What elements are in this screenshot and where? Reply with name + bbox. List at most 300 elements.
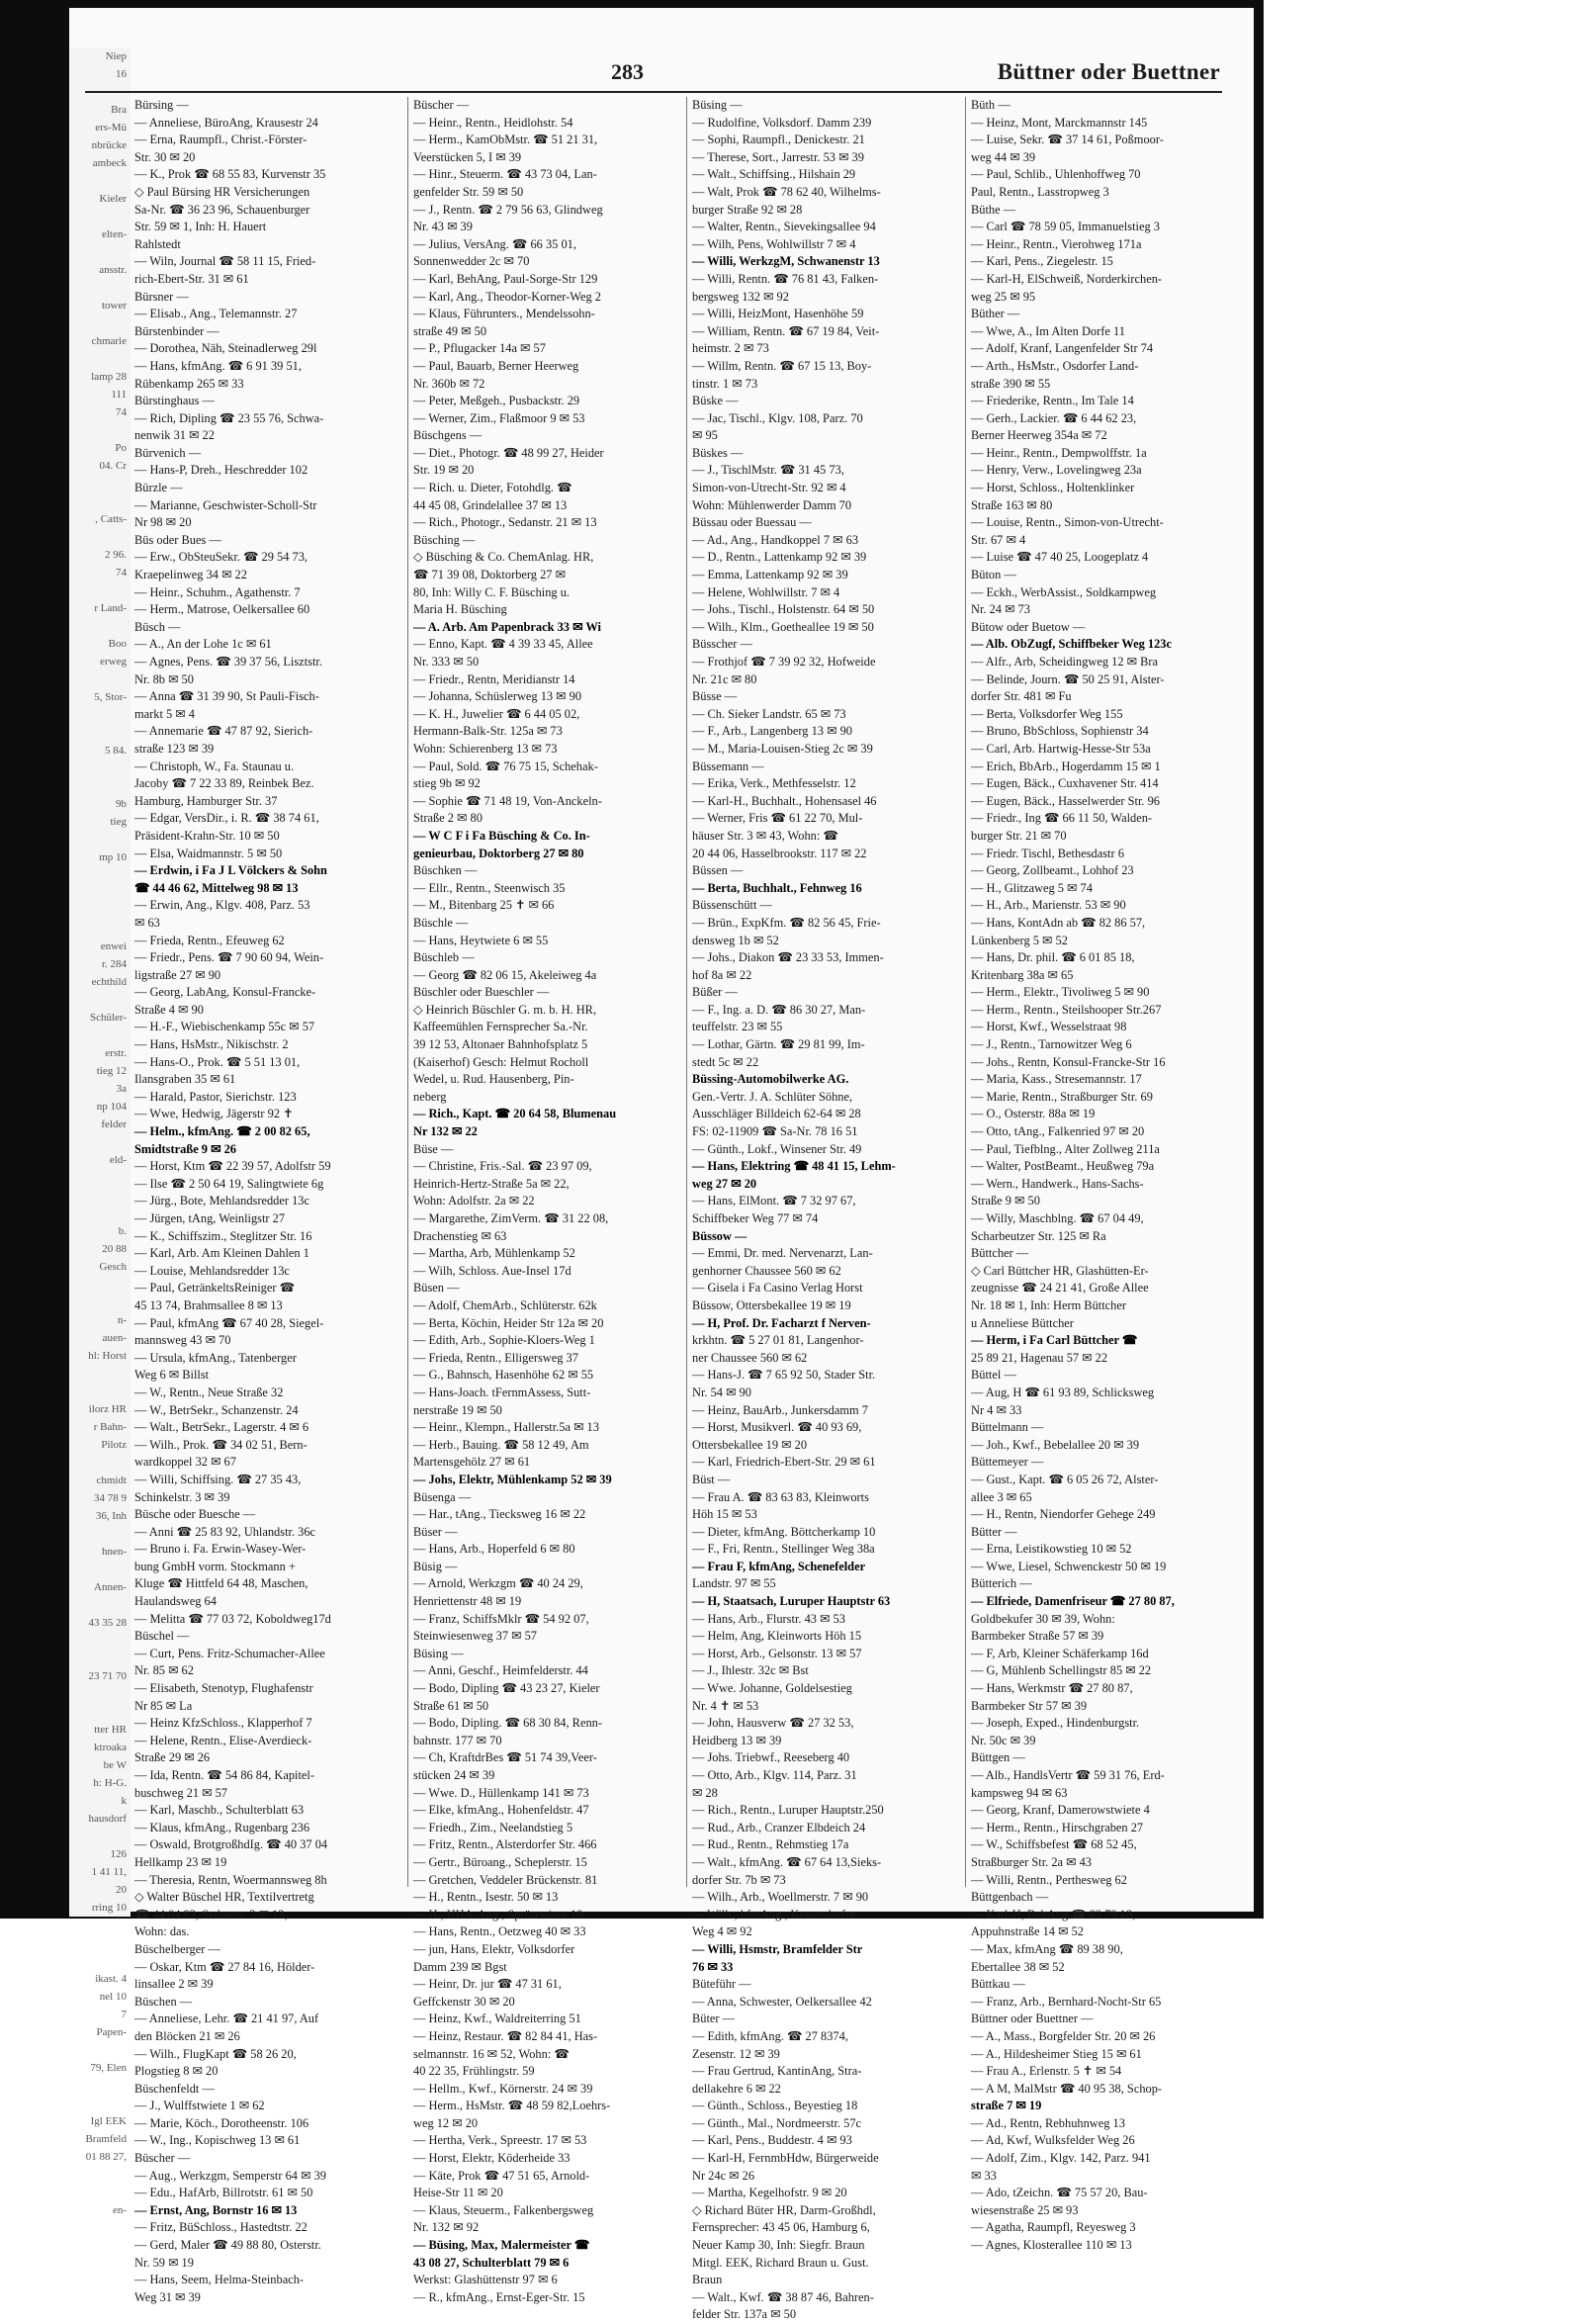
directory-entry: — Herb., Bauing. ☎ 58 12 49, Am xyxy=(413,1437,589,1452)
directory-entry: — H., Rentn., Isestr. 50 ✉ 13 xyxy=(413,1890,559,1905)
facing-line: felder xyxy=(101,1118,127,1130)
directory-entry: Büth — xyxy=(971,98,1011,112)
directory-entry: Martensgehölz 27 ✉ 61 xyxy=(413,1455,531,1470)
directory-entry: — Frau Gertrud, KantinAng, Stra- xyxy=(692,2064,862,2079)
facing-line xyxy=(69,1454,131,1472)
directory-entry: Büschgens — xyxy=(413,428,483,443)
directory-entry: Nr. 50c ✉ 39 xyxy=(971,1733,1036,1747)
directory-entry: Gen.-Vertr. J. A. Schlüter Söhne, xyxy=(692,1089,853,1104)
directory-entry: straße 390 ✉ 55 xyxy=(971,376,1051,391)
directory-entry: — Henry, Verw., Lovelingweg 23a xyxy=(971,463,1142,478)
directory-entry: dorfer Str. 7b ✉ 73 xyxy=(692,1872,786,1887)
facing-line xyxy=(69,1685,131,1703)
directory-entry: straße 49 ✉ 50 xyxy=(413,323,487,338)
directory-entry: — Elisabeth, Stenotyp, Flughafenstr xyxy=(134,1681,313,1696)
facing-line: be W xyxy=(103,1759,127,1771)
directory-entry: — H, Prof. Dr. Facharzt f Nerven- xyxy=(692,1315,871,1330)
directory-entry: — Günth., Schloss., Beyestieg 18 xyxy=(692,2099,858,2113)
directory-entry: Steinwiesenweg 37 ✉ 57 xyxy=(413,1629,537,1644)
directory-page xyxy=(69,8,1254,2322)
facing-line: Papen- xyxy=(96,2026,127,2038)
facing-line xyxy=(69,1187,131,1205)
directory-entry: häuser Str. 3 ✉ 43, Wohn: ☎ xyxy=(692,828,838,843)
directory-entry: — Hans, Heytwiete 6 ✉ 55 xyxy=(413,933,549,947)
directory-entry: Büttgen — xyxy=(971,1750,1025,1765)
directory-entry: Büschler oder Bueschler — xyxy=(413,985,550,1000)
directory-entry: — H., HHA-Ang., Sprützwiese 10 xyxy=(413,1907,583,1922)
directory-entry: — Annemarie ☎ 47 87 92, Sierich- xyxy=(134,724,313,739)
directory-entry: — Willi, Rentn., Perthesweg 62 xyxy=(971,1872,1127,1887)
directory-entry: Straße 163 ✉ 80 xyxy=(971,497,1053,512)
directory-entry: — Edith, Arb., Sophie-Kloers-Weg 1 xyxy=(413,1333,595,1348)
facing-page-sliver xyxy=(69,47,131,2216)
facing-line: hausdorf xyxy=(88,1813,127,1825)
directory-entry: mannsweg 43 ✉ 70 xyxy=(134,1333,231,1348)
directory-entry: felder Str. 137a ✉ 50 xyxy=(692,2307,797,2322)
directory-entry: — Wilh., FlugKapt ☎ 58 26 20, xyxy=(134,2046,297,2061)
directory-entry: — Heinr., Rentn., Dempwolffstr. 1a xyxy=(971,445,1147,460)
directory-entry: — Wern., Handwerk., Hans-Sachs- xyxy=(971,1176,1144,1191)
directory-entry: — Julius, VersAng. ☎ 66 35 01, xyxy=(413,236,576,251)
directory-entry: — Friedr., Rentn, Meridianstr 14 xyxy=(413,671,575,686)
directory-entry: Büssow, Ottersbekallee 19 ✉ 19 xyxy=(692,1297,851,1312)
directory-entry: — Paul, GetränkeltsReiniger ☎ xyxy=(134,1281,296,1296)
directory-entry: — Martha, Arb, Mühlenkamp 52 xyxy=(413,1246,575,1261)
directory-entry: burger Straße 92 ✉ 28 xyxy=(692,202,803,217)
directory-entry: — Wilh, Pens, Wohlwillstr 7 ✉ 4 xyxy=(692,236,856,251)
facing-line: 74 xyxy=(116,567,127,579)
directory-entry: Neuer Kamp 30, Inh: Siegfr. Braun xyxy=(692,2238,865,2253)
directory-entry: Nr. 21c ✉ 80 xyxy=(692,671,757,686)
facing-line xyxy=(69,314,131,332)
directory-entry: — F., Fri, Rentn., Stellinger Weg 38a xyxy=(692,1542,875,1557)
directory-entry: — Friedr., Pens. ☎ 7 90 60 94, Wein- xyxy=(134,950,324,965)
directory-entry: — Horst, Musikverl. ☎ 40 93 69, xyxy=(692,1420,862,1435)
directory-entry: Maria H. Büsching xyxy=(413,602,507,617)
directory-entry: Wohn: Schierenberg 13 ✉ 73 xyxy=(413,741,558,756)
directory-entry: — Anna, Schwester, Oelkersallee 42 xyxy=(692,1994,872,2009)
directory-entry: — Herm., Rentn., Steilshooper Str.267 xyxy=(971,1002,1162,1017)
facing-line xyxy=(69,172,131,190)
directory-entry: wardkoppel 32 ✉ 67 xyxy=(134,1455,236,1470)
directory-entry: — Christoph, W., Fa. Staunau u. xyxy=(134,759,295,773)
directory-entry: — Klaus, Führunters., Mendelssohn- xyxy=(413,307,595,321)
directory-entry: Str. 59 ✉ 1, Inh: H. Hauert xyxy=(134,220,267,234)
directory-entry: — Walt., kfmAng. ☎ 67 64 13,Sieks- xyxy=(692,1854,882,1869)
directory-entry: Drachenstieg ✉ 63 xyxy=(413,1228,507,1243)
directory-entry: (Kaiserhof) Gesch: Helmut Rocholl xyxy=(413,1054,589,1069)
directory-entry: Höh 15 ✉ 53 xyxy=(692,1507,757,1522)
directory-entry: Str. 67 ✉ 4 xyxy=(971,532,1026,547)
directory-entry: — Hans, HsMstr., Nikischstr. 2 xyxy=(134,1037,289,1052)
directory-entry: Weg 31 ✉ 39 xyxy=(134,2289,201,2304)
facing-line: echthild xyxy=(91,976,127,988)
directory-entry: — W., BetrSekr., Schanzenstr. 24 xyxy=(134,1402,299,1417)
facing-line: tower xyxy=(101,300,127,312)
directory-entry: — Walt., BetrSekr., Lagerstr. 4 ✉ 6 xyxy=(134,1420,309,1435)
directory-entry: — Arnold, Werkzgm ☎ 40 24 29, xyxy=(413,1576,583,1591)
directory-entry: — Hans, Werkmstr ☎ 27 80 87, xyxy=(971,1681,1133,1696)
directory-entry: Büssenschütt — xyxy=(692,898,772,913)
directory-entry: — Hans, ElMont. ☎ 7 32 97 67, xyxy=(692,1194,856,1208)
facing-line xyxy=(69,884,131,902)
directory-entry: — Hans-J. ☎ 7 65 92 50, Stader Str. xyxy=(692,1368,876,1383)
facing-line: 20 88 xyxy=(102,1243,127,1255)
facing-line xyxy=(69,1650,131,1667)
directory-entry: — Otto, tAng., Falkenried 97 ✉ 20 xyxy=(971,1124,1145,1139)
directory-entry: — Paul, kfmAng ☎ 67 40 28, Siegel- xyxy=(134,1315,324,1330)
directory-entry: Geffckenstr 30 ✉ 20 xyxy=(413,1994,515,2009)
directory-entry: Weg 6 ✉ Billst xyxy=(134,1368,210,1383)
directory-entry: — H., Glitzaweg 5 ✉ 74 xyxy=(971,880,1093,895)
directory-entry: — Horst, Schloss., Holtenklinker xyxy=(971,481,1135,495)
directory-entry: den Blöcken 21 ✉ 26 xyxy=(134,2028,240,2043)
directory-entry: — Horst, Arb., Gelsonstr. 13 ✉ 57 xyxy=(692,1646,862,1660)
directory-entry: — Ado, tZeichn. ☎ 75 57 20, Bau- xyxy=(971,2186,1148,2200)
directory-entry: Mitgl. EEK, Richard Braun u. Gust. xyxy=(692,2255,869,2270)
directory-entry: 25 89 21, Hagenau 57 ✉ 22 xyxy=(971,1350,1108,1365)
directory-entry: — H.-F., Wiebischenkamp 55c ✉ 57 xyxy=(134,1020,315,1034)
directory-entry: 80, Inh: Willy C. F. Büsching u. xyxy=(413,584,570,599)
facing-line xyxy=(69,581,131,599)
facing-line: h: H-G. xyxy=(93,1777,127,1789)
facing-line: Niep xyxy=(105,50,127,62)
directory-entry: — Gerh., Lackier. ☎ 6 44 62 23, xyxy=(971,410,1137,425)
directory-entry: — Berta, Volksdorfer Weg 155 xyxy=(971,706,1123,721)
directory-entry: — Willy, Maschblng. ☎ 67 04 49, xyxy=(971,1211,1144,1225)
directory-entry: neberg xyxy=(413,1089,447,1104)
directory-entry: Haulandsweg 64 xyxy=(134,1594,217,1609)
directory-entry: — Wiln, Journal ☎ 58 11 15, Fried- xyxy=(134,254,316,269)
directory-entry: Nr 132 ✉ 22 xyxy=(413,1124,478,1139)
directory-entry: Ottersbekallee 19 ✉ 20 xyxy=(692,1437,808,1452)
directory-entry: Büsching — xyxy=(413,532,476,547)
directory-entry: u Anneliese Büttcher xyxy=(971,1315,1074,1330)
directory-entry: — Ad., Ang., Handkoppel 7 ✉ 63 xyxy=(692,532,859,547)
directory-entry: — A., Mass., Borgfelder Str. 20 ✉ 26 xyxy=(971,2028,1156,2043)
facing-line: 01 88 27, xyxy=(85,2151,127,2163)
facing-line: 74 xyxy=(116,406,127,418)
directory-entry: Büttner oder Buettner — xyxy=(971,2011,1094,2026)
directory-entry: — Hans, Seem, Helma-Steinbach- xyxy=(134,2273,305,2287)
facing-line: np 104 xyxy=(96,1101,127,1113)
directory-entry: — Heinz, Mont, Marckmannstr 145 xyxy=(971,115,1148,130)
facing-line xyxy=(69,421,131,439)
directory-entry: Büske — xyxy=(692,394,739,408)
directory-entry: — Karl, Arb. Am Kleinen Dahlen 1 xyxy=(134,1246,309,1261)
directory-entry: — Aug., Werkzgm, Semperstr 64 ✉ 39 xyxy=(134,2168,326,2183)
directory-entry: 76 ✉ 33 xyxy=(692,1959,734,1974)
directory-entry: Nr. 85 ✉ 62 xyxy=(134,1663,194,1678)
directory-entry: teuffelstr. 23 ✉ 55 xyxy=(692,1020,783,1034)
directory-entry: — Emma, Lattenkamp 92 ✉ 39 xyxy=(692,568,848,582)
directory-entry: — Wwe, Hedwig, Jägerstr 92 ✝ xyxy=(134,1107,294,1121)
directory-entry: Bürstinghaus — xyxy=(134,394,215,408)
directory-entry: — Karl, Pens., Ziegelestr. 15 xyxy=(971,254,1113,269)
directory-entry: Ilansgraben 35 ✉ 61 xyxy=(134,1072,236,1087)
directory-entry: 40 22 35, Frühlingstr. 59 xyxy=(413,2064,535,2079)
directory-entry: Hellkamp 23 ✉ 19 xyxy=(134,1854,227,1869)
directory-entry: — Frau F, kfmAng, Schenefelder xyxy=(692,1559,866,1573)
facing-line xyxy=(69,279,131,297)
directory-entry: — Sophi, Raumpfl., Denickestr. 21 xyxy=(692,133,865,147)
directory-entry: — Werner, Fris ☎ 61 22 70, Mul- xyxy=(692,811,863,826)
column-2 xyxy=(413,97,682,2304)
facing-line: erstr. xyxy=(105,1047,127,1059)
directory-entry: — J., Rentn., Tarnowitzer Weg 6 xyxy=(971,1037,1132,1052)
directory-entry: Büsche oder Buesche — xyxy=(134,1507,256,1522)
facing-line xyxy=(69,1294,131,1311)
facing-line xyxy=(69,2041,131,2059)
directory-entry: — Theresia, Rentn, Woermannsweg 8h xyxy=(134,1872,327,1887)
directory-entry: — Wwe, A., Im Alten Dorfe 11 xyxy=(971,323,1125,338)
directory-entry: Straße 4 ✉ 90 xyxy=(134,1002,204,1017)
directory-entry: Hamburg, Hamburger Str. 37 xyxy=(134,793,278,808)
directory-entry: Kraepelinweg 34 ✉ 22 xyxy=(134,568,247,582)
directory-entry: Nr. 360b ✉ 72 xyxy=(413,376,485,391)
facing-line: 79, Elen xyxy=(90,2062,127,2074)
directory-entry: Werkst: Glashüttenstr 97 ✉ 6 xyxy=(413,2273,558,2287)
directory-entry: — A., Hildesheimer Stieg 15 ✉ 61 xyxy=(971,2046,1142,2061)
directory-entry: — J., TischlMstr. ☎ 31 45 73, xyxy=(692,463,844,478)
directory-entry: — Georg ☎ 82 06 15, Akeleiweg 4a xyxy=(413,967,597,982)
directory-entry: — Edu., HafArb, Billrotstr. 61 ✉ 50 xyxy=(134,2186,313,2200)
directory-entry: genhorner Chaussee 560 ✉ 62 xyxy=(692,1263,841,1278)
directory-entry: Nr 85 ✉ La xyxy=(134,1698,193,1713)
directory-entry: Büssow — xyxy=(692,1228,747,1243)
directory-entry: Büssing-Automobilwerke AG. xyxy=(692,1072,849,1087)
directory-entry: ◇ Carl Büttcher HR, Glashütten-Er- xyxy=(971,1263,1149,1278)
facing-line xyxy=(69,991,131,1009)
directory-entry: — Hertha, Verk., Spreestr. 17 ✉ 53 xyxy=(413,2133,587,2148)
directory-entry: — Anna ☎ 31 39 90, St Pauli-Fisch- xyxy=(134,689,319,704)
facing-line: 20 xyxy=(116,1884,127,1896)
directory-entry: — H., Arb., Marienstr. 53 ✉ 90 xyxy=(971,898,1126,913)
directory-entry: Wedel, u. Rud. Hausenberg, Pin- xyxy=(413,1072,574,1087)
facing-line: nel 10 xyxy=(99,1991,127,2003)
directory-entry: — Eugen, Bäck., Cuxhavener Str. 414 xyxy=(971,776,1159,791)
directory-entry: Büschelberger — xyxy=(134,1941,220,1956)
directory-entry: — Helm, Ang, Kleinworts Höh 15 xyxy=(692,1629,862,1644)
facing-line xyxy=(69,617,131,635)
facing-line: 16 xyxy=(116,68,127,80)
directory-entry: — Adolf, ChemArb., Schlüterstr. 62k xyxy=(413,1297,597,1312)
facing-line xyxy=(69,528,131,546)
directory-entry: Bütterich — xyxy=(971,1576,1032,1591)
facing-line: elten- xyxy=(101,228,127,240)
directory-entry: — Karl, Ang., Theodor-Korner-Weg 2 xyxy=(413,289,601,304)
directory-entry: — K., Schiffszim., Steglitzer Str. 16 xyxy=(134,1228,312,1243)
directory-entry: — Büsing, Max, Malermeister ☎ xyxy=(413,2238,590,2253)
directory-entry: Kluge ☎ Hittfeld 64 48, Maschen, xyxy=(134,1576,308,1591)
directory-entry: Smidtstraße 9 ✉ 26 xyxy=(134,1141,236,1156)
directory-entry: — Louise, Rentn., Simon-von-Utrecht- xyxy=(971,515,1164,530)
facing-line xyxy=(69,1561,131,1578)
facing-line xyxy=(69,1027,131,1044)
column-1 xyxy=(134,97,403,2304)
directory-entry: Schinkelstr. 3 ✉ 39 xyxy=(134,1489,230,1504)
directory-entry: — Georg, LabAng, Konsul-Francke- xyxy=(134,985,316,1000)
directory-entry: — Heinr, Dr. jur ☎ 47 31 61, xyxy=(413,1977,562,1992)
directory-entry: — Hellm., Kwf., Körnerstr. 24 ✉ 39 xyxy=(413,2081,593,2096)
directory-entry: bergsweg 132 ✉ 92 xyxy=(692,289,789,304)
directory-entry: Nr. 24 ✉ 73 xyxy=(971,602,1030,617)
directory-entry: zeugnisse ☎ 24 21 41, Große Allee xyxy=(971,1281,1149,1296)
directory-entry: — Johs. Triebwf., Reeseberg 40 xyxy=(692,1750,850,1765)
directory-entry: — Carl ☎ 78 59 05, Immanuelstieg 3 xyxy=(971,220,1160,234)
facing-line: hnen- xyxy=(101,1546,127,1558)
facing-line: 1 41 11, xyxy=(91,1866,127,1878)
directory-entry: — Ch, KraftdrBes ☎ 51 74 39,Veer- xyxy=(413,1750,597,1765)
directory-entry: Paul, Rentn., Lasstropweg 3 xyxy=(971,184,1109,199)
directory-entry: FS: 02-11909 ☎ Sa-Nr. 78 16 51 xyxy=(692,1124,858,1139)
facing-line: 2 96. xyxy=(105,549,127,561)
directory-entry: — Hinr., Steuerm. ☎ 43 73 04, Lan- xyxy=(413,167,597,182)
facing-line: 3a xyxy=(116,1083,127,1095)
directory-entry: Rübenkamp 265 ✉ 33 xyxy=(134,376,244,391)
facing-line: n- xyxy=(117,1314,127,1326)
facing-line: 23 71 70 xyxy=(88,1670,127,1682)
directory-entry: Straßburger Str. 2a ✉ 43 xyxy=(971,1854,1092,1869)
directory-entry: Nr. 333 ✉ 50 xyxy=(413,655,480,669)
directory-entry: — Elfriede, Damenfriseur ☎ 27 80 87, xyxy=(971,1594,1175,1609)
running-head: Büttner oder Buettner xyxy=(997,59,1220,84)
directory-entry: — F., Ing. a. D. ☎ 86 30 27, Man- xyxy=(692,1002,866,1017)
directory-entry: — Louise, Mehlandsredder 13c xyxy=(134,1263,290,1278)
directory-entry: straße 123 ✉ 39 xyxy=(134,741,215,756)
directory-entry: Str. 30 ✉ 20 xyxy=(134,149,196,164)
directory-entry: Nr. 4 ✝ ✉ 53 xyxy=(692,1698,759,1713)
directory-entry: Büteführ — xyxy=(692,1977,751,1992)
facing-line xyxy=(69,920,131,938)
directory-entry: — Frieda, Rentn., Efeuweg 62 xyxy=(134,933,285,947)
directory-entry: — Erw., ObSteuSekr. ☎ 29 54 73, xyxy=(134,550,308,565)
directory-entry: — Anni ☎ 25 83 92, Uhlandstr. 36c xyxy=(134,1524,316,1539)
directory-entry: ☎ 44 46 62, Mittelweg 98 ✉ 13 xyxy=(134,880,299,895)
directory-entry: Büttelmann — xyxy=(971,1420,1044,1435)
directory-entry: — Margarethe, ZimVerm. ☎ 31 22 08, xyxy=(413,1211,609,1225)
directory-entry: — K. H., Juwelier ☎ 6 44 05 02, xyxy=(413,706,580,721)
directory-entry: Büter — xyxy=(692,2011,736,2026)
directory-entry: — Otto, Arb., Klgv. 114, Parz. 31 xyxy=(692,1768,857,1782)
directory-entry: Kritenbarg 38a ✉ 65 xyxy=(971,967,1074,982)
directory-entry: Henriettenstr 48 ✉ 19 xyxy=(413,1594,522,1609)
directory-entry: — Anneliese, Lehr. ☎ 21 41 97, Auf xyxy=(134,2011,319,2026)
directory-entry: Büther — xyxy=(971,307,1020,321)
directory-entry: Straße 9 ✉ 50 xyxy=(971,1194,1040,1208)
directory-entry: — Heinz, BauArb., Junkersdamm 7 xyxy=(692,1402,868,1417)
directory-entry: — Alfr., Arb, Scheidingweg 12 ✉ Bra xyxy=(971,655,1158,669)
directory-entry: Büst — xyxy=(692,1472,731,1486)
facing-line: k xyxy=(121,1795,127,1807)
directory-entry: Wohn: Adolfstr. 2a ✉ 22 xyxy=(413,1194,535,1208)
directory-entry: burger Str. 21 ✉ 70 xyxy=(971,828,1067,843)
directory-entry: — Diet., Photogr. ☎ 48 99 27, Heider xyxy=(413,445,604,460)
directory-entry: — Erwin, Ang., Klgv. 408, Parz. 53 xyxy=(134,898,310,913)
directory-entry: Bütter — xyxy=(971,1524,1017,1539)
facing-line: Gesch xyxy=(99,1261,127,1273)
directory-entry: — Berta, Buchhalt., Fehnweg 16 xyxy=(692,880,862,895)
facing-line xyxy=(69,1952,131,1970)
directory-entry: Simon-von-Utrecht-Str. 92 ✉ 4 xyxy=(692,481,846,495)
directory-entry: genfelder Str. 59 ✉ 50 xyxy=(413,184,524,199)
directory-entry: — Hans, Arb., Hoperfeld 6 ✉ 80 xyxy=(413,1542,575,1557)
directory-entry: Büschle — xyxy=(413,915,469,930)
directory-entry: — Heinr., Klempn., Hallerstr.5a ✉ 13 xyxy=(413,1420,599,1435)
directory-entry: Goldbekufer 30 ✉ 39, Wohn: xyxy=(971,1611,1115,1626)
directory-entry: — Oskar, Ktm ☎ 27 84 16, Hölder- xyxy=(134,1959,315,1974)
directory-entry: — A M, MalMstr ☎ 40 95 38, Schop- xyxy=(971,2081,1163,2096)
facing-line: Annen- xyxy=(94,1581,127,1593)
directory-entry: — Emmi, Dr. med. Nervenarzt, Lan- xyxy=(692,1246,873,1261)
directory-entry: — Walt, Prok ☎ 78 62 40, Wilhelms- xyxy=(692,184,881,199)
directory-entry: densweg 1b ✉ 52 xyxy=(692,933,779,947)
directory-entry: Berner Heerweg 354a ✉ 72 xyxy=(971,428,1107,443)
directory-entry: weg 25 ✉ 95 xyxy=(971,289,1036,304)
directory-entry: Braun xyxy=(692,2273,723,2287)
directory-entry: Büßer — xyxy=(692,985,738,1000)
directory-entry: — Joh., Kwf., Bebelallee 20 ✉ 39 xyxy=(971,1437,1140,1452)
directory-entry: Bürsner — xyxy=(134,289,189,304)
directory-entry: — Luise, Sekr. ☎ 37 14 61, Poßmoor- xyxy=(971,133,1164,147)
directory-entry: — Frieda, Rentn., Elligersweg 37 xyxy=(413,1350,578,1365)
directory-entry: Nr 4 ✉ 33 xyxy=(971,1402,1022,1417)
directory-entry: rich-Ebert-Str. 31 ✉ 61 xyxy=(134,271,249,286)
directory-entry: — Friedh., Zim., Neelandstieg 5 xyxy=(413,1820,573,1834)
facing-line: Boo xyxy=(108,638,127,650)
directory-entry: — Rich, Dipling ☎ 23 55 76, Schwa- xyxy=(134,410,324,425)
directory-entry: — Alb. ObZugf, Schiffbeker Weg 123c xyxy=(971,637,1172,652)
facing-line xyxy=(69,2166,131,2184)
directory-entry: — Karl, Friedrich-Ebert-Str. 29 ✉ 61 xyxy=(692,1455,876,1470)
facing-line: mp 10 xyxy=(99,851,127,863)
directory-entry: wiesenstraße 25 ✉ 93 xyxy=(971,2202,1079,2217)
directory-entry: weg 12 ✉ 20 xyxy=(413,2115,479,2130)
directory-entry: — W., Rentn., Neue Straße 32 xyxy=(134,1385,284,1399)
facing-line: tter HR xyxy=(94,1724,127,1736)
directory-entry: — H, Staatsach, Luruper Hauptstr 63 xyxy=(692,1594,891,1609)
directory-entry: tinstr. 1 ✉ 73 xyxy=(692,376,758,391)
facing-line xyxy=(69,1703,131,1721)
directory-entry: ner Chaussee 560 ✉ 62 xyxy=(692,1350,808,1365)
directory-entry: — Bodo, Dipling ☎ 43 23 27, Kieler xyxy=(413,1681,600,1696)
directory-entry: Kaffeemühlen Fernsprecher Sa.-Nr. xyxy=(413,1020,588,1034)
directory-entry: — Agnes, Klosterallee 110 ✉ 13 xyxy=(971,2238,1132,2253)
directory-entry: heimstr. 2 ✉ 73 xyxy=(692,341,769,356)
directory-entry: — Erna, Raumpfl., Christ.-Förster- xyxy=(134,133,308,147)
facing-line xyxy=(69,866,131,884)
directory-entry: — Har., tAng., Tiecksweg 16 ✉ 22 xyxy=(413,1507,586,1522)
facing-line xyxy=(69,2095,131,2112)
directory-entry: Präsident-Krahn-Str. 10 ✉ 50 xyxy=(134,828,280,843)
facing-line: Bra xyxy=(111,104,127,116)
facing-line xyxy=(69,350,131,368)
header-rule xyxy=(85,91,1222,93)
directory-entry: Str. 19 ✉ 20 xyxy=(413,463,475,478)
directory-entry: — John, Hausverw ☎ 27 32 53, xyxy=(692,1716,854,1731)
directory-entry: Büschen — xyxy=(134,1994,193,2009)
directory-entry: — Rich., Kapt. ☎ 20 64 58, Blumenau xyxy=(413,1107,617,1121)
directory-entry: — Hans, KontAdn ab ☎ 82 86 57, xyxy=(971,915,1146,930)
directory-entry: allee 3 ✉ 65 xyxy=(971,1489,1032,1504)
facing-line: nbrücke xyxy=(91,139,127,151)
directory-entry: Büttkau — xyxy=(971,1977,1025,1992)
directory-entry: — Joseph, Exped., Hindenburgstr. xyxy=(971,1716,1140,1731)
directory-entry: Bürstenbinder — xyxy=(134,323,220,338)
directory-entry: Büsig — xyxy=(413,1559,458,1573)
directory-entry: — Dieter, kfmAng. Böttcherkamp 10 xyxy=(692,1524,876,1539)
directory-entry: — Karl-H, BehAng ☎ 82 79 18, xyxy=(971,1907,1136,1922)
